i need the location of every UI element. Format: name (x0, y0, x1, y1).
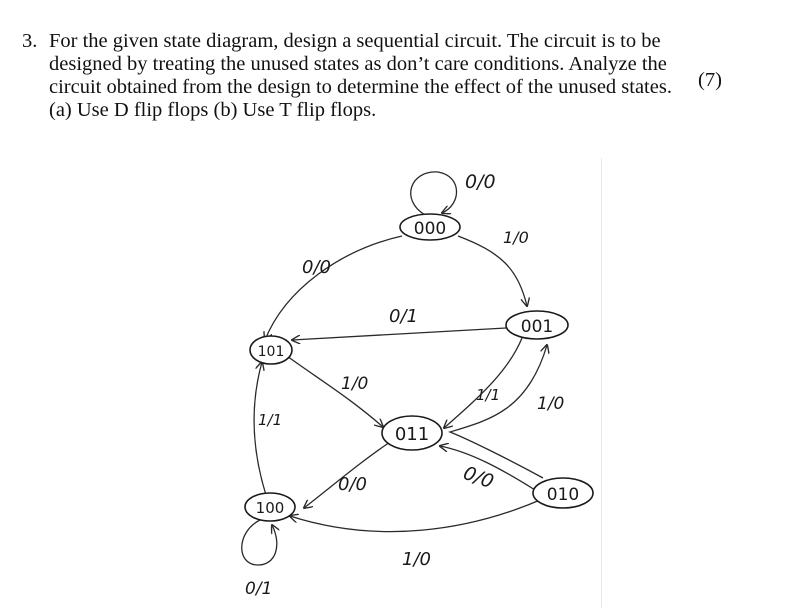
question-line-1: For the given state diagram, design a sequential circuit. The circuit is to be (49, 30, 661, 52)
question-line-4: (a) Use D flip flops (b) Use T flip flops. (49, 99, 377, 121)
state-100-label: 100 (255, 499, 285, 517)
edge-100-010 (290, 500, 540, 532)
state-011 (382, 416, 442, 450)
state-001 (506, 311, 568, 339)
label-000-001: 1/0 (503, 228, 529, 247)
label-001-011: 1/1 (476, 386, 501, 404)
state-010 (533, 478, 593, 508)
state-011-label: 011 (394, 424, 430, 445)
label-001-101: 0/1 (389, 306, 418, 327)
edge-101-011 (287, 356, 383, 427)
label-010-001: 1/0 (537, 394, 565, 414)
label-011-100: 0/0 (338, 474, 367, 495)
edge-000-101 (265, 236, 402, 340)
state-000 (400, 214, 460, 240)
edge-100-self (242, 520, 277, 565)
edge-000-self (411, 172, 457, 215)
question-number: 3. (22, 30, 38, 52)
question-line-2: designed by treating the unused states as don’t care conditions. Analyze the (49, 53, 667, 75)
state-010-label: 010 (546, 485, 580, 505)
edge-010-001 (450, 345, 547, 478)
label-000-101: 0/0 (302, 257, 331, 278)
state-101-label: 101 (257, 344, 285, 360)
state-000-label: 000 (413, 219, 447, 239)
state-001-label: 001 (520, 317, 554, 337)
label-100-010: 1/0 (402, 549, 431, 570)
state-100 (245, 493, 295, 521)
edge-001-011 (444, 338, 522, 428)
edge-001-101 (292, 328, 506, 340)
label-100-self: 0/1 (245, 579, 273, 599)
label-101-011: 1/0 (341, 374, 369, 394)
label-000-self: 0/0 (465, 171, 496, 193)
label-010-011: 0/0 (460, 462, 497, 494)
state-101 (250, 336, 292, 364)
marks-label: (7) (698, 69, 722, 91)
question-line-3: circuit obtained from the design to determine the effect of the unused states. (49, 76, 672, 98)
label-100-101: 1/1 (258, 411, 283, 429)
